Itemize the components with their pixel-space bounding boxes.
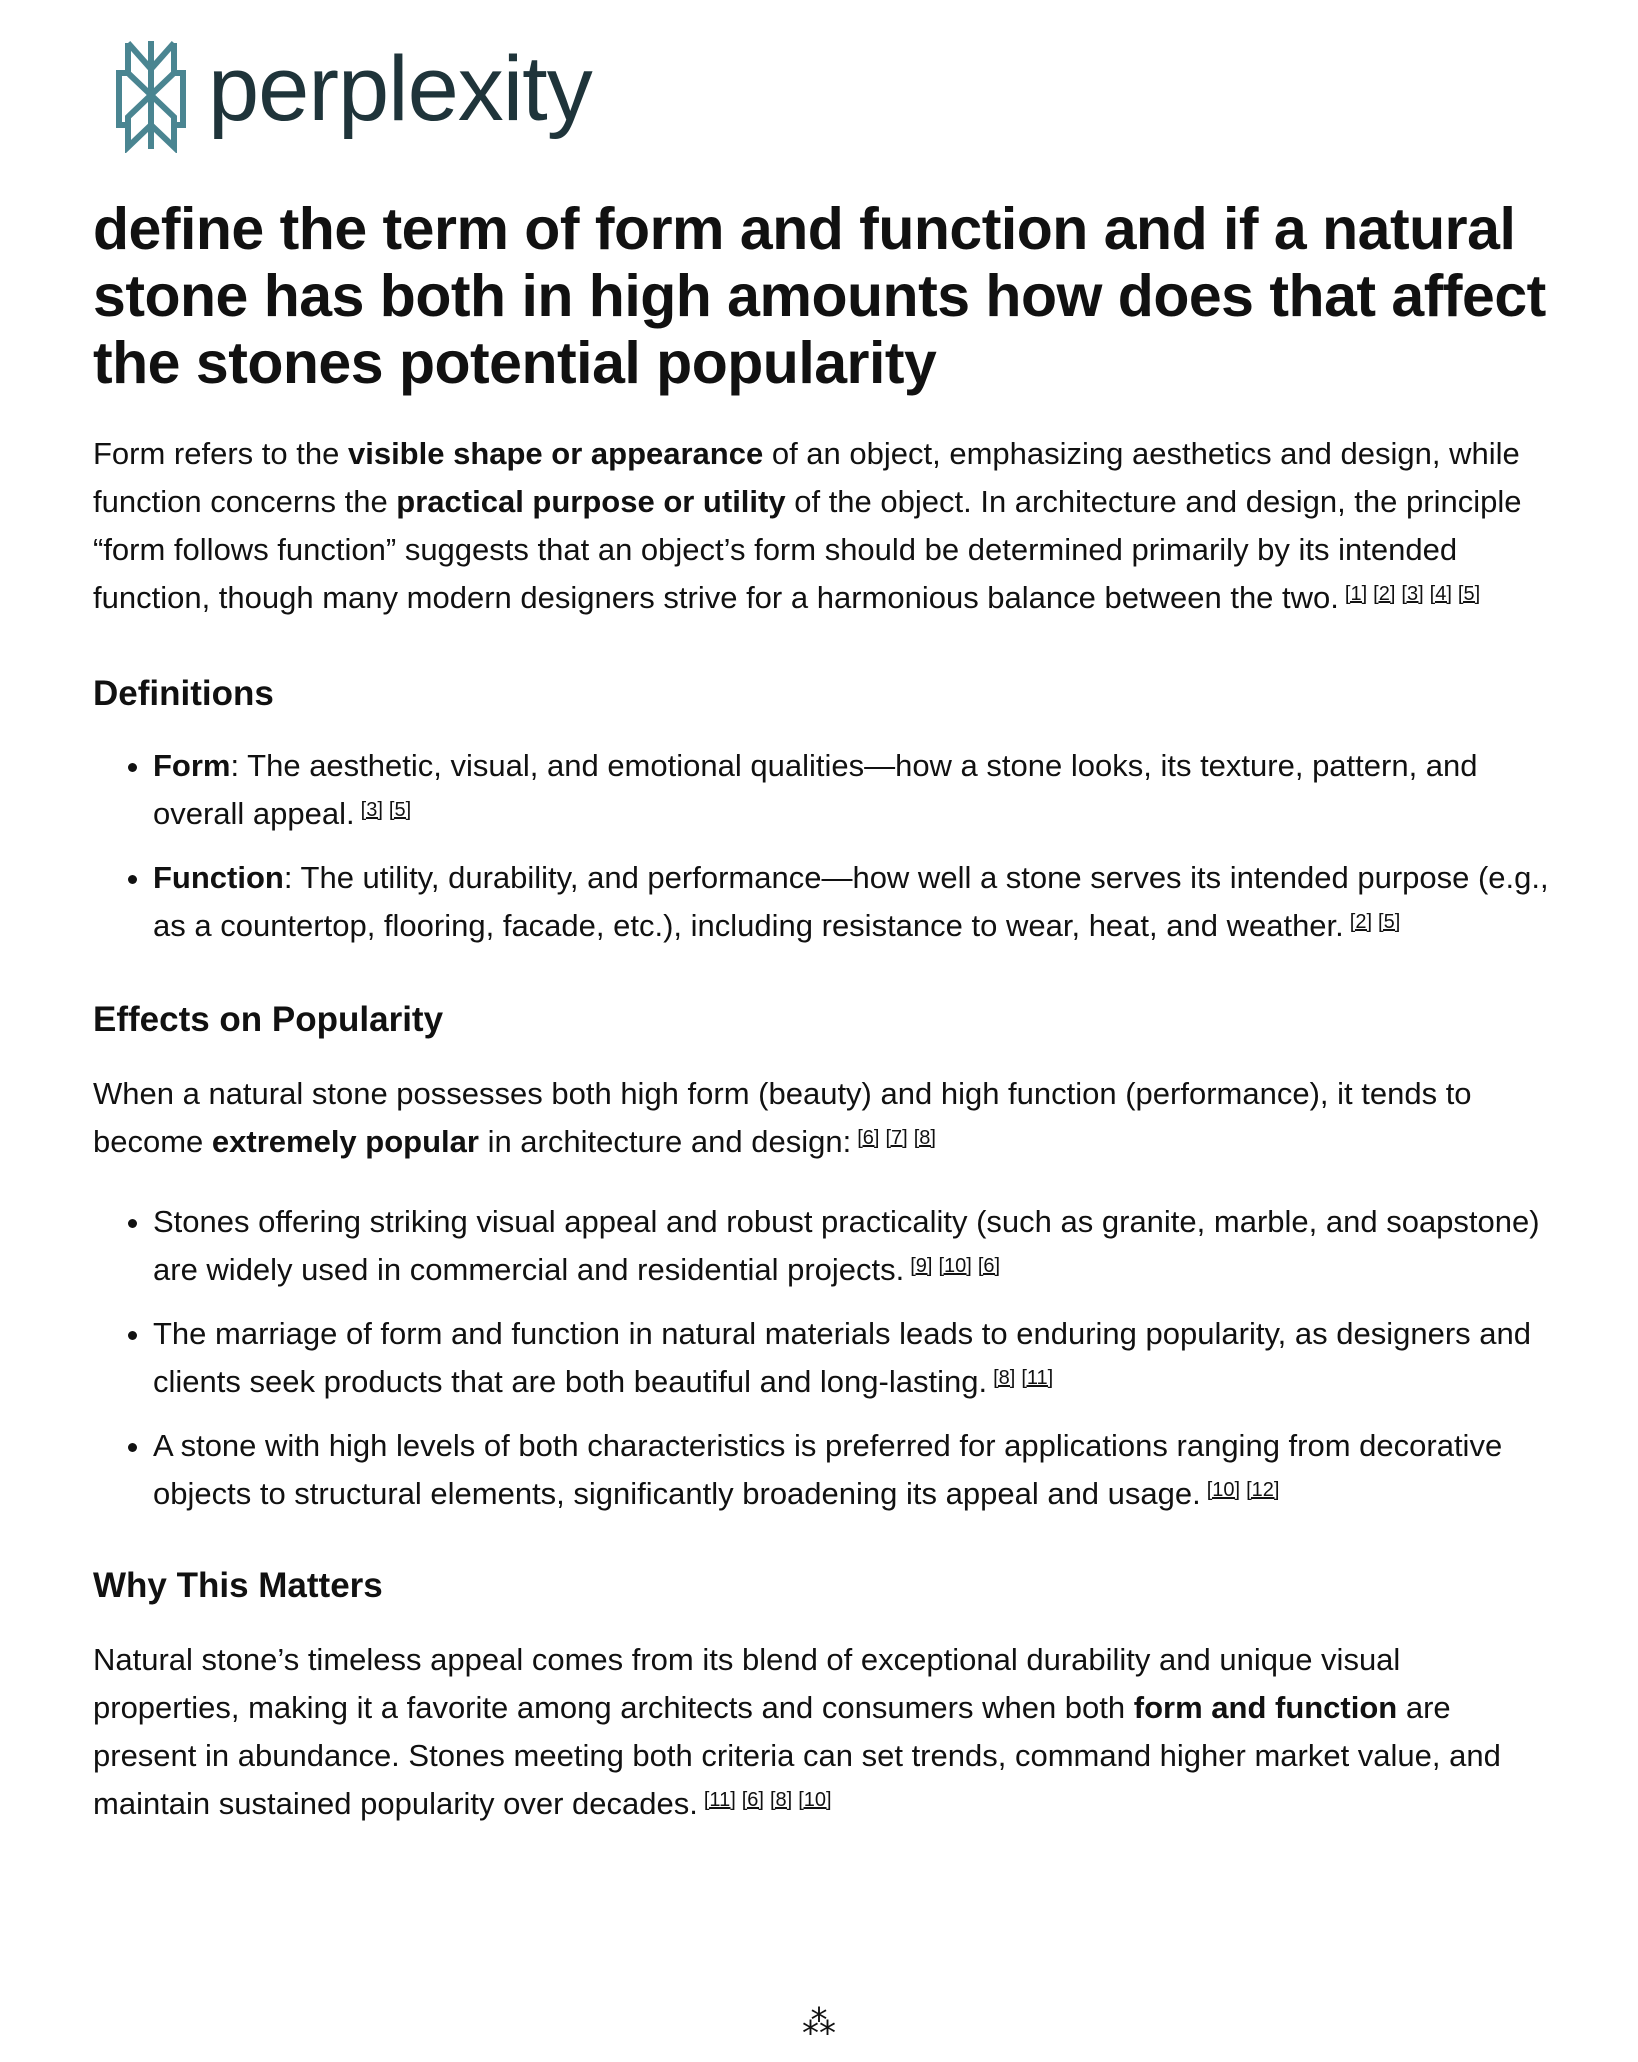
section-heading-effects: Effects on Popularity	[93, 1000, 444, 1039]
citation-number[interactable]: [5]	[1457, 583, 1481, 605]
answer-content	[93, 430, 1553, 1828]
text: The marriage of form and function in natural materials leads to enduring popularity, as designers and clients seek products that are both beautiful and long-lasting.	[153, 1316, 1531, 1399]
citation-link[interactable]	[993, 1367, 1015, 1389]
citation-link[interactable]	[1350, 911, 1372, 933]
text: are present in abundance. Stones meeting both criteria can set trends, command higher market value, and maintain sustained popularity over decades.	[93, 1690, 1501, 1821]
citation-number[interactable]: [6]	[977, 1255, 1001, 1277]
citation-link[interactable]	[1401, 583, 1423, 605]
citation-number[interactable]: [12]	[1246, 1479, 1280, 1501]
list-item	[153, 742, 1553, 838]
section-heading-why: Why This Matters	[93, 1566, 383, 1605]
effects-paragraph	[93, 1070, 1553, 1166]
citation-number[interactable]: [2]	[1349, 911, 1373, 933]
citation-number[interactable]: [10]	[1206, 1479, 1241, 1501]
citation-number[interactable]: [3]	[1401, 583, 1424, 605]
page-title: define the term of form and function and if a natural stone has both in high amounts how does that affect the stones potential popularity	[93, 196, 1546, 396]
citation-link[interactable]	[742, 1789, 764, 1811]
list-item	[153, 1198, 1553, 1294]
citation-link[interactable]	[389, 799, 411, 821]
bold-text: practical purpose or utility	[396, 484, 786, 519]
text: When a natural stone possesses both high form (beauty) and high function (performance), it tends to become	[93, 1076, 1472, 1159]
text: in architecture and design:	[478, 1124, 852, 1159]
citation-link[interactable]	[1021, 1367, 1053, 1389]
citation-link[interactable]	[1246, 1479, 1279, 1501]
citation-number[interactable]: [3]	[360, 799, 383, 821]
definitions-list	[93, 742, 1553, 950]
bold-text: extremely popular	[211, 1124, 479, 1159]
citation-link[interactable]	[939, 1255, 972, 1277]
citation-number[interactable]: [2]	[1373, 583, 1396, 605]
logo-text: perplexity	[208, 38, 592, 140]
citation-link[interactable]	[361, 799, 383, 821]
text: Stones offering striking visual appeal and robust practicality (such as granite, marble, and soapstone) are widely used in commercial and residential projects.	[153, 1204, 1540, 1287]
end-asterism: ⁂	[802, 2004, 836, 2042]
citation-link[interactable]	[798, 1789, 831, 1811]
citation-number[interactable]: [10]	[938, 1255, 972, 1277]
effects-list	[93, 1198, 1553, 1518]
bold-text: Form	[153, 748, 231, 783]
citation-link[interactable]	[978, 1255, 1000, 1277]
citation-number[interactable]: [1]	[1344, 583, 1368, 605]
citation-number[interactable]: [8]	[993, 1367, 1016, 1389]
citation-link[interactable]	[1373, 583, 1395, 605]
citation-number[interactable]: [8]	[770, 1789, 793, 1811]
text: A stone with high levels of both characteristics is preferred for applications ranging from decorative objects to structural elements, significantly broadening its appeal and usage.	[153, 1428, 1503, 1511]
citation-link[interactable]	[1345, 583, 1367, 605]
citation-number[interactable]: [9]	[910, 1255, 933, 1277]
text: : The aesthetic, visual, and emotional qualities—how a stone looks, its texture, pattern, and overall appeal.	[153, 748, 1478, 831]
section-heading-definitions: Definitions	[93, 674, 274, 713]
bold-text: form and function	[1133, 1690, 1398, 1725]
intro-paragraph	[93, 430, 1553, 622]
citation-number[interactable]: [5]	[1378, 911, 1401, 933]
citation-link[interactable]	[885, 1127, 907, 1149]
bold-text: visible shape or appearance	[347, 436, 764, 471]
citation-link[interactable]	[910, 1255, 932, 1277]
text: Natural stone’s timeless appeal comes from its blend of exceptional durability and unique visual properties, making it a favorite among architects and consumers when both	[93, 1642, 1401, 1725]
why-paragraph	[93, 1636, 1553, 1828]
citation-link[interactable]	[704, 1789, 736, 1811]
citation-number[interactable]: [11]	[703, 1789, 736, 1811]
list-item	[153, 854, 1553, 950]
citation-link[interactable]	[1430, 583, 1452, 605]
text: : The utility, durability, and performance—how well a stone serves its intended purpose (e.g., as a countertop, flooring, facade, etc.), including resistance to wear, heat, and weather.	[153, 860, 1549, 943]
citation-link[interactable]	[770, 1789, 792, 1811]
citation-number[interactable]: [5]	[388, 799, 412, 821]
citation-number[interactable]: [7]	[885, 1127, 908, 1149]
citation-link[interactable]	[914, 1127, 936, 1149]
citation-number[interactable]: [4]	[1429, 583, 1452, 605]
list-item	[153, 1422, 1553, 1518]
perplexity-logo	[116, 37, 592, 153]
text: Form refers to the	[93, 436, 348, 471]
perplexity-logo-icon	[116, 37, 186, 153]
citation-link[interactable]	[1378, 911, 1400, 933]
bold-text: Function	[153, 860, 284, 895]
citation-number[interactable]: [10]	[798, 1789, 832, 1811]
citation-number[interactable]: [6]	[741, 1789, 764, 1811]
list-item	[153, 1310, 1553, 1406]
citation-number[interactable]: [6]	[857, 1127, 880, 1149]
text: of an object, emphasizing aesthetics and design, while function concerns the	[93, 436, 1520, 519]
citation-link[interactable]	[1207, 1479, 1240, 1501]
citation-number[interactable]: [8]	[913, 1127, 936, 1149]
citation-link[interactable]	[1458, 583, 1480, 605]
citation-number[interactable]: [11]	[1021, 1367, 1054, 1389]
citation-link[interactable]	[857, 1127, 879, 1149]
text: of the object. In architecture and design, the principle “form follows function” suggests that an object’s form should be determined primarily by its intended function, though many modern designers strive for a harmonious balance between the two.	[93, 484, 1522, 615]
